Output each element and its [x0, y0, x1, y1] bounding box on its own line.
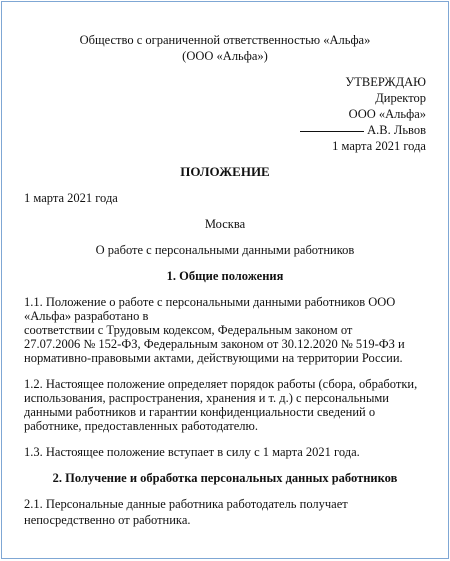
org-full-name: Общество с ограниченной ответственностью «Альфа»	[79, 33, 371, 47]
approver-name: А.В. Львов	[367, 123, 426, 137]
approver-position: Директор	[375, 91, 426, 105]
section-2-heading: 2. Получение и обработка персональных данных работников	[52, 471, 398, 485]
approver-org: ООО «Альфа»	[348, 107, 426, 121]
paragraph-1-2-line: использования, распространения, хранения и т. д.) с персональными	[24, 391, 389, 405]
approval-date: 1 марта 2021 года	[332, 139, 426, 153]
paragraph-1-1-line: нормативно-правовыми актами, действующими на территории России.	[24, 351, 403, 365]
org-short-name: (ООО «Альфа»)	[182, 49, 268, 63]
paragraph-1-1-line: 1.1. Положение о работе с персональными данными работников ООО	[24, 295, 396, 309]
approver-signature	[300, 122, 426, 138]
paragraph-1-1-line: 27.07.2006 № 152-ФЗ, Федеральным законом от 30.12.2020 № 519-ФЗ и	[24, 337, 405, 351]
approve-label: УТВЕРЖДАЮ	[345, 75, 426, 89]
section-1-heading: 1. Общие положения	[166, 269, 284, 283]
document-title: ПОЛОЖЕНИЕ	[180, 164, 270, 179]
paragraph-1-2-line: 1.2. Настоящее положение определяет порядок работы (сбора, обработки,	[24, 377, 418, 391]
document-city: Москва	[204, 217, 246, 231]
paragraph-1-1-line: «Альфа» разработано в	[24, 309, 149, 323]
paragraph-2-1-line: непосредственно от работника.	[24, 513, 191, 527]
paragraph-1-3: 1.3. Настоящее положение вступает в силу с 1 марта 2021 года.	[24, 445, 360, 459]
paragraph-2-1-line: 2.1. Персональные данные работника работодатель получает	[24, 497, 348, 511]
document-page	[1, 1, 449, 559]
paragraph-1-2-line: данными работников и гарантии конфиденциальности сведений о	[24, 405, 376, 419]
document-subject: О работе с персональными данными работников	[95, 243, 355, 257]
document-date: 1 марта 2021 года	[24, 191, 118, 205]
paragraph-1-1-line: соответствии с Трудовым кодексом, Федеральным законом от	[24, 323, 353, 337]
signature-line	[300, 131, 364, 132]
paragraph-1-2-line: работнике, предоставленных работодателю.	[24, 419, 259, 433]
